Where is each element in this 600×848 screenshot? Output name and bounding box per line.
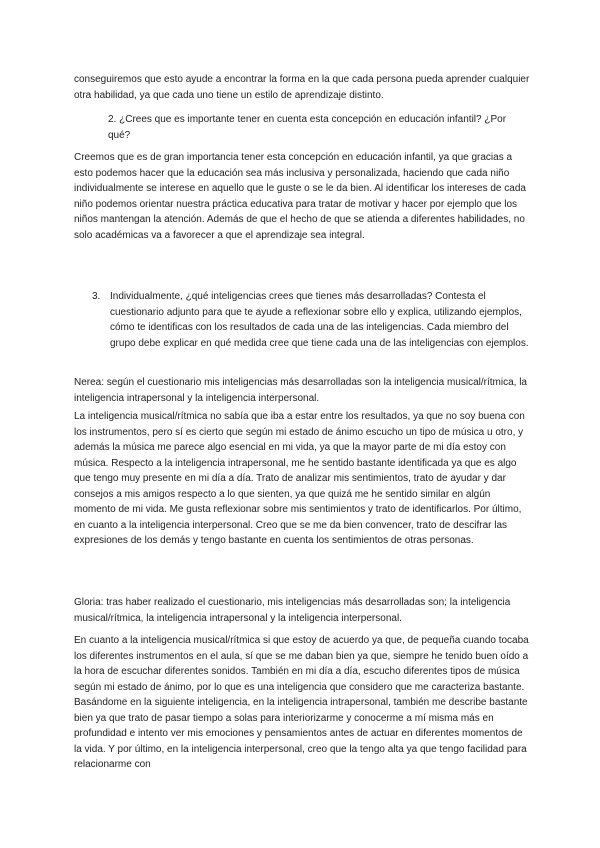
question-2: 2. ¿Crees que es importante tener en cuenta esta concepción en educación infantil? ¿Por qué?: [108, 114, 507, 141]
question-3-number: 3.: [92, 291, 101, 302]
answer-2: Creemos que es de gran importancia tener esta concepción en educación infantil, ya que gracias a esto podemos hacer que la educación sea más inclusiva y personalizada, haciendo que cada niño individualmente se interese en aquello que le guste o se le da bien. Al identificar los intereses de cada niño podemos orientar nuestra práctica educativa para tratar de motivar y hacer por ejemplo que los niños mantengan la atención. Además de que el hecho de que se atienda a diferentes habilidades, no solo académicas va a favorecer a que el aprendizaje sea integral.: [74, 152, 526, 241]
gloria-intro: Gloria: tras haber realizado el cuestionario, mis inteligencias más desarrolladas son; la inteligencia musical/rítmica, la inteligencia intrapersonal y la inteligencia interpersonal.: [74, 597, 511, 624]
paragraph-intro-end: conseguiremos que esto ayude a encontrar la forma en la que cada persona pueda aprender cualquier otra habilidad, ya que cada uno tiene un estilo de aprendizaje distinto.: [74, 74, 530, 101]
question-3: Individualmente, ¿qué inteligencias crees que tienes más desarrolladas? Contesta el cuestionario adjunto para que te ayude a reflexionar sobre ello y explica, utilizando ejemplos, cómo te identificas con los resultados de cada una de las inteligencias. Cada miembro del grupo debe explicar en qué medida cree que tiene cada una de las inteligencias con ejemplos.: [110, 291, 529, 349]
nerea-intro: Nerea: según el cuestionario mis inteligencias más desarrolladas son la inteligencia musical/rítmica, la inteligencia intrapersonal y la inteligencia interpersonal.: [74, 377, 527, 404]
gloria-body: En cuanto a la inteligencia musical/rítmica si que estoy de acuerdo ya que, de pequeña cuando tocaba los diferentes instrumentos en el aula, sí que se me daban bien ya que, siempre he tenido buen oído a la hora de escuchar diferentes sonidos. También en mi día a día, escucho diferentes tipos de música según mi estado de ánimo, por lo que es una inteligencia que considero que me caracteriza bastante. Basándome en la siguiente inteligencia, en la inteligencia intrapersonal, también me describe bastante bien ya que trato de pasar tiempo a solas para interiorizarme y conocerme a mí misma más en profundidad e intento ver mis emociones y pensamientos antes de actuar en diferentes momentos de la vida. Y por último, en la inteligencia interpersonal, creo que la tengo alta ya que tengo facilidad para relacionarme con: [74, 635, 529, 770]
nerea-body: La inteligencia musical/rítmica no sabía que iba a estar entre los resultados, ya que no soy buena con los instrumentos, pero sí es cierto que según mi estado de ánimo escucho un tipo de música u otro, y además la música me parece algo esencial en mi vida, ya que la mayor parte de mi día estoy con música. Respecto a la inteligencia intrapersonal, me he sentido bastante identificada ya que es algo que tengo muy presente en mi día a día. Trato de analizar mis sentimientos, trato de ayudar y dar consejos a mis amigos respecto a lo que sienten, ya que quizá me he sentido similar en algún momento de mi vida. Me gusta reflexionar sobre mis sentimientos y trato de identificarlos. Por último, en cuanto a la inteligencia interpersonal. Creo que se me da bien convencer, trato de descifrar las expresiones de los demás y tengo bastante en cuenta los sentimientos de otras personas.: [74, 411, 525, 546]
